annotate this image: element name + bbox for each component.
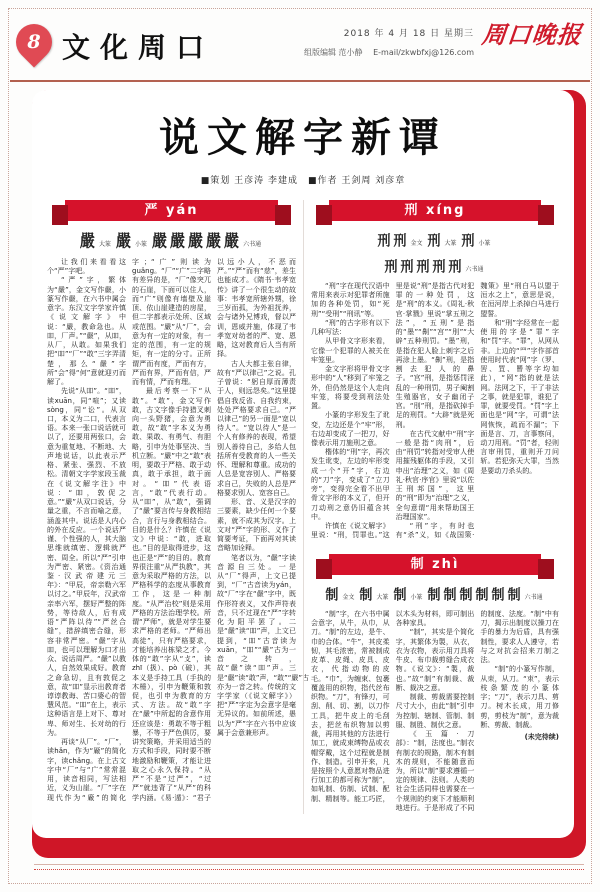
ancient-glyph: 嚴 (206, 231, 222, 251)
article-panel (32, 90, 586, 858)
ancient-glyph: 刑 (400, 259, 414, 276)
ancient-glyph: 嚴 (79, 231, 95, 251)
paragraph: 再谈“从厂”。“厂”，读hǎn，作为“厰”的简化字，读chǎng。在上古文字中“厂”与“广”常常混用，读音相同，写法相近，义为山崖。“厂”字在现代作为“廠”的简化字；“广”则读为guǎng。“厂”“广”二字略有差异的是，“厂”像突兀的石崖，下面可以住人，而“广”则像有墙壁及崖顶、依山崖建造的房屋，但二字都表示处所、区域或范围。“嚴”从“厂”，会意为有一定的对象，有一定的范围，有一定的规矩，有一定的分寸。正所谓严而有度，严而有方，严而有界，严而有信，严而有情，严而有理。 (47, 258, 211, 802)
script-style-label: 小篆 (134, 241, 147, 248)
paragraph: “刑”字在现代汉语中常用来表示对犯罪者所施加的各种处罚，如“死刑”“受刑”“刑讯”等。 (311, 282, 390, 318)
editor-name: 组版编辑 范小静 (304, 48, 363, 57)
paragraph: 从甲骨文字形来看，它像一个犯罪的人被关在牢笼里。 (311, 337, 390, 364)
ancient-glyph: 嚴 (170, 231, 186, 251)
script-style-label: 小篆 (410, 594, 423, 601)
script-style-label: 六书通 (243, 241, 262, 248)
email: E-mail/zkwbfxj@126.com (373, 48, 474, 57)
page-number-pin-icon (9, 17, 60, 68)
ancient-glyph: 制 (427, 587, 441, 604)
masthead-logo: 周口晚报 (480, 20, 584, 49)
ancient-glyph: 刑 (416, 259, 430, 276)
section-name: 文化周口 (62, 31, 215, 64)
footer-rule (34, 864, 584, 865)
paragraph: “严”字，繁体为“嚴”，金文写作嚴，小篆写作嚴，在六书中属会意字。东汉文字学家许慎《说文解字》中说：“嚴，教命急也。从吅，厂声。”“嚴”，从吅，从厂，从敢。如果我们把“吅”“厂”“敢”三字弄清楚，那么“嚴”字所“会”得“何”意就迎刃而解了。 (47, 276, 126, 387)
article-title: 说文解字新谭 (159, 115, 447, 161)
ancient-glyph: 嚴 (224, 231, 240, 251)
paragraph: 和“刑”字经常在一起使用的字是“罪”字和“罚”字。“罪”，从网从非。上边的“罒”字作部首使用时代表“网”字（罗、罟、罝、罾等字均如此），“网”指的就是法网。法网之下，干了非法之事，就是犯罪，谁犯了罪，就要受罚。“罚”字上面也是“网”字，可谓“法网恢恢，疏而不漏”；下面是言、刀，言事察问，动刀用刑。“罚”者，轻则言审刑罚，重则开刀问斩。若犯弥天大罪，当然是要动刀杀头的。 (480, 318, 559, 475)
paragraph: “刑”字，有时也有“杀”义，如《战国策·魏策》里“刑白马以盟于洹水之上”，意思是说，在洹河岸上杀掉白马进行盟誓。 (395, 282, 559, 540)
ancient-scripts-xing-row2 (311, 256, 559, 275)
ancient-glyph: 制 (491, 587, 505, 604)
section-zhi (311, 554, 559, 814)
paragraph: 最后考察一下“从敢”。“敢”，金文写作敢，古文字像手持猎叉刺向一头野猪，会意为勇敢，故“敢”字本义为勇敢、果敢、有勇气、有胆略，引申为处事坚决、当机立断。“嚴”中之“敢”表明，要敢于严格、敢于动真，敢于承担，敢于面对。“吅”代表语言，“敢”代表行动。从“吅”，从“敢”，强调了“嚴”要言传与身教相结合，言行与身教相结合。目的是什么？许慎在《说文》中说：“敢，进取也。”目的是取得进步，这也正是“严”的目的。教育界很注重“从严执教”，其意为采取严格的方法，以严格科学的态度从事教育工作，这是一种制度。“从严治校”则是采用严格的方法治理学校。所谓“严师”，就是对学生要求严格的老师。“严师出高徒”，只有严格要求，才能培养出栋梁之才。今体的“敢”字从“攴”，读zhī（扱）、pò（破），其本义是手持工具（手执的木棰），引申为鞭策和敦促，也引申为教育的方式、方法。故“敢”字在“嚴”中所起的含意作用还应该是：勇敢不等于粗暴，不等于严色俱厉，要讲究策略，并采用适当的方式和手段，同时要不断地激励和鞭策，才能让进取之心永久保持。“从严”不是“过严”，“过严”就违背了“从严”的科学内涵。《易·遁》：“君子以远小人，不恶而严。”“严”而有“慈”，差生也能成才。《隋书·韦孝宽传》讲了一个很生动的故事：韦孝宽所辖外甥，徐三岁而孤，为外祖抚养，会与诸外兄博戏，督以严训，恩威并施，体现了韦孝宽对幼者的严、宽、恩略，这对教育后人当有所择。 (132, 258, 296, 802)
editor-line (304, 47, 474, 58)
ancient-glyph: 刑 (393, 233, 407, 250)
right-column (303, 200, 566, 814)
paragraph: 金文字形将甲骨文字形中的“人”移到了牢笼之外，但仍然是这个人走向牢笼，将要受到刑法处置。 (311, 365, 390, 411)
page-header (0, 16, 584, 78)
ancient-glyph: 制 (507, 587, 521, 604)
ancient-scripts-yan (47, 230, 296, 251)
ancient-glyph: 刑 (432, 259, 446, 276)
paragraph: “制”字，在六书中属会意字，从牛，从巾，从刀。“制”的左边，是牛、巾的合体。“牛”，其皮柔韧，其毛浓密，常被制成皮革、皮绳、皮具、皮衣，代指动物的皮毛。“巾”，为缠束、包裹覆盖用的织物，指代丝布织物。“刀”，有锋刃，可刮、削、切、割，以刀作工具，把牛皮上的毛刮去，把丝布织物加以剪裁，再用其他的方法进行加工，就成束缚物品或衣帽穿戴，这个过程就是制作、制造。引申开来，凡是按照个人意愿对物品进行加工的都可称为“制”，如轧制、仿制、试制、配制、精制等。能工巧匠，以木头为材料，即可制出各种家具。 (311, 610, 475, 803)
banner-zhi: 制 zhì (329, 554, 541, 575)
body-xing (311, 282, 559, 544)
paragraph: 楷体的“刑”字，再次发生讹变，左边的牢形变成一个“开”字，右边的“刀”字，变成了“立刀旁”，变得完全看不出甲骨文字形的本义了，但开刀动刑之意仍旧蕴含其中。 (311, 448, 390, 521)
body-zhi (311, 610, 559, 814)
paragraph: 制裁、剪裁需要控制尺寸大小，由此“制”引申为控制、辖制、管制、制服、制胜、制伏之意。 (395, 693, 475, 729)
ancient-glyph: 刑 (384, 259, 398, 276)
script-style-label: 大篆 (98, 241, 111, 248)
script-style-label: 大篆 (376, 594, 389, 601)
paragraph: 让我们来看看这个“严”字吧。 (47, 258, 126, 276)
banner-xing: 刑 xíng (329, 200, 541, 221)
paragraph: 许慎在《说文解字》里说：“刑，罚罪也。”这里是说“刑”是指古代对犯罪的一种处罚，这是“刑”的本义。《周礼·秋官·掌戮》里说“掌五刑之法”，“五刑”是指的“墨”“劓”“宫”“刖”“大辟”五种刑罚。“墨”刑，是指在犯人脸上刺字之后再涂上墨。“劓”刑，是指割去犯人的鼻子。“宫”刑，是指惩罚淫乱的一种刑罚，男子阉割生殖器官，女子幽闭子宫。“刖”刑，是指砍掉手足的刑罚。“大辟”就是死刑。 (311, 282, 475, 540)
article-columns (36, 200, 570, 814)
paragraph: 形、音、义是汉字的三要素，缺少任何一个要素，就不成其为汉字。上文对“严”字的形、义作了简要考证，下面再对其读音略加诠释。 (217, 498, 296, 553)
ancient-scripts-zhi (311, 584, 559, 603)
section-xing (311, 200, 559, 544)
paragraph: 古人大都主张自律，故有“严以律己”之说。孔子曾说：“躬自厚而薄责于人，则远怨矣。”这里提倡自我反省、自我约束，处处严格要求自己。“严以律己”的另一面是“宽以待人”。“宽以待人”是一个人有修养的表现，希望别人善待自己，多给人包括所有受教育的人一些关怀、理解和尊重。成功的人总是宽容别人、严格要求自己，失败的人总是严格要求别人、宽容自己。 (217, 359, 296, 497)
script-style-label: 六书通 (465, 266, 484, 273)
paragraph: 先说“从吅”。“吅”，读xuān，同“喧”；又读sòng，同“讼”。从双口，本义为二口，代表言语。本来一张口说话就可以了，还要用两张口，会意为重复地、不断地、大声地说话，以此表示严格、紧张、强烈、不放松。清朝文字学家段玉裁在《说文解字注》中说：“吅，敦促之意。”“嚴”从双口说话，分量之重，不言而喻之意，涵盖其中。说话是人内心的外在反应。一个说话严谨、个性强的人，其大脑思维就缜密、逻辑就严密、周全。所以“严”引申为严密、紧密。《资治通鉴·汉武帝建元三年》：“甲辰，帝亲勒六军以讨之。”甲辰年，汉武帝亲率六军，摆好严整的阵势，等待敌人，后有成语“严阵以待”“严丝合缝”，措辞缜密合缝，形容非常严密。“嚴”字从吅，也可以理解为口才出众、说话周严。“嚴”以教人，自然效果成好。教育之命急切，且有敦促之意，故“吅”显示出教育者谆谆教诲、苦口婆心的智慧风范。“吅”在上，表示这种语言是上对下、尊对卑、师对生、长对幼的行为。 (47, 387, 126, 737)
ancient-glyph: 制 (443, 587, 457, 604)
ancient-glyph: 制 (393, 587, 407, 604)
paragraph: “制”的小篆写作制，从朿，从刀。“朿”，表示枝条繁茂的小篆体字；“刀”，表示刀具、剪刀。树木长成，用刀修剪，剪枝为“制”，意为裁断、剪裁、制裁。 (480, 665, 559, 729)
ancient-glyph: 刑 (448, 259, 462, 276)
header-rule (10, 80, 590, 82)
script-style-label: 大篆 (444, 240, 457, 247)
ancient-glyph: 刑 (461, 233, 475, 250)
ancient-scripts-xing-row1 (311, 230, 559, 249)
paragraph: 笔者以为，“嚴”字读音源自三处。一是从“厂”得声，上文已提到，“厂”古音读为yán，故“厂”字在“嚴”字中，既作形符表义，又作声符表音，只不过现在“严”字转化为阳平罢了。二是“嚴”读“吅”声，上文已提到，“吅”古音读为xuān，“吅”“嚴”古为一音之转，故“嚴”读“吅”声。三是“嚴”读“敢”声，“敢”“嚴”古亦为一音之转。传统的文字学家（《说文解字》）把“严”字定为会意字是毫无异议的。如前所述，愚以为“严”字在六书中应该属于会意兼形声。 (217, 553, 310, 737)
ancient-glyph: 制 (325, 587, 339, 604)
ancient-glyph: 嚴 (115, 231, 131, 251)
header-meta (304, 26, 474, 58)
paragraph: 《玉篇·刀部》：“制，法度也。”制衣有制衣的规路，制木有制木的规则，不能随意而为，所以“制”要求遵循一定的规律、法则。人类的社会生活同样也需要在一个规则的约束下才能顺利地进行。于是形成了不同的制度、法度。“制”中有刀，揭示出制度以操刀在手的暴力为后盾，具有强制性，要求人人遵守，若与之对抗会招来刀制之法。 (395, 610, 559, 812)
article-credits: ■策划 王彦涛 李建成 ■作者 王剑周 刘彦章 (200, 176, 406, 186)
paragraph: 小篆的字形发生了讹变，左边还是个“牢”形，右边却变成了一把刀，好像表示用刀施刑之意。 (311, 411, 390, 447)
ancient-glyph: 制 (459, 587, 473, 604)
paragraph: “制”，其实是个简化字，其繁体为製，从衣，衣为衣物，表示用刀具将牛皮、布巾裁剪缝合成衣物。《说文》：“製，裁也。”故“制”有制裁、裁断、裁决之意。 (395, 628, 475, 692)
paragraph: “刑”的古字形有以下几种写法： (311, 318, 390, 337)
ancient-glyph: 制 (359, 587, 373, 604)
date-line: 2018 年 4 月 18 日 星期三 (343, 29, 474, 39)
paragraph: 在古代文献中“刑”字一般是指“肉刑”，后由“刑罚”转指对受审人使用摧残躯体的手段，又引申出“治理”之义，如《周礼·秋官·序官》里说“以佐王刑邦国”，这里的“刑”即为“治理”之义，全句意谓“用来帮助国王治理国家”。 (395, 429, 475, 521)
ancient-glyph: 嚴 (151, 231, 167, 251)
to-be-continued-note: (未完待续) (524, 733, 559, 742)
footer-dotted-rule (34, 869, 584, 870)
ancient-glyph: 制 (475, 587, 489, 604)
script-style-label: 金文 (410, 240, 423, 247)
script-style-label: 金文 (342, 594, 355, 601)
script-style-label: 六书通 (524, 594, 543, 601)
ancient-glyph: 嚴 (188, 231, 204, 251)
page-number: 8 (27, 31, 41, 53)
article-card (32, 90, 574, 838)
ancient-glyph: 刑 (427, 233, 441, 250)
body-yan (47, 258, 310, 806)
banner-yan: 严 yán (65, 200, 278, 221)
script-style-label: 小篆 (478, 240, 491, 247)
section-yan (40, 200, 310, 814)
ancient-glyph: 刑 (377, 233, 391, 250)
